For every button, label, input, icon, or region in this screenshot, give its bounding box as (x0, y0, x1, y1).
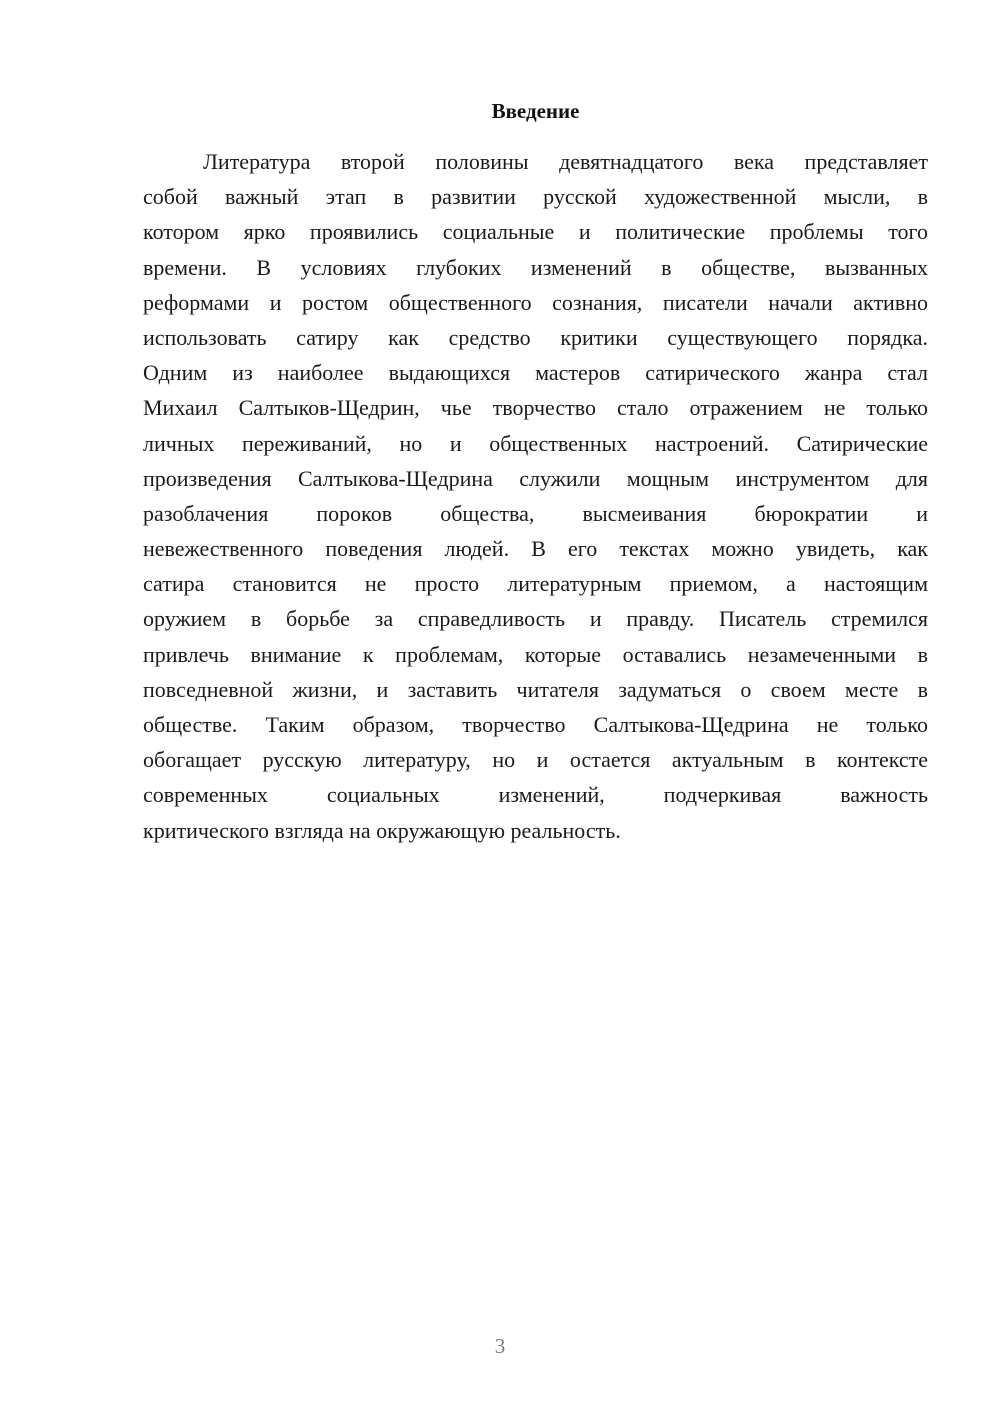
paragraph-line: критического взгляда на окружающую реальность. (143, 817, 621, 843)
paragraph-line: использовать сатиру как средство критики существующего порядка. (143, 324, 928, 350)
paragraph-line: произведения Салтыкова-Щедрина служили мощным инструментом для (143, 465, 928, 491)
paragraph-line: обогащает русскую литературу, но и остается актуальным в контексте (143, 747, 928, 773)
paragraph-line: современных социальных изменений, подчеркивая важность (143, 782, 928, 808)
paragraph-line: Михаил Салтыков-Щедрин, чье творчество стало отражением не только (143, 395, 928, 421)
intro-paragraph (143, 144, 928, 848)
paragraph-line: оружием в борьбе за справедливость и правду. Писатель стремился (143, 606, 928, 632)
paragraph-line: котором ярко проявились социальные и политические проблемы того (143, 219, 928, 245)
paragraph-line: привлечь внимание к проблемам, которые оставались незамеченными в (143, 641, 928, 667)
section-heading: Введение (491, 99, 580, 123)
paragraph-line: повседневной жизни, и заставить читателя задуматься о своем месте в (143, 676, 928, 702)
page-number: 3 (494, 1334, 506, 1358)
paragraph-line: собой важный этап в развитии русской художественной мысли, в (143, 184, 928, 210)
paragraph-line: обществе. Таким образом, творчество Салтыкова-Щедрина не только (143, 712, 928, 737)
paragraph-line: разоблачения пороков общества, высмеивания бюрократии и (143, 500, 928, 526)
paragraph-line: Литература второй половины девятнадцатого века представляет (203, 149, 928, 174)
paragraph-line: личных переживаний, но и общественных настроений. Сатирические (143, 430, 928, 456)
paragraph-line: невежественного поведения людей. В его текстах можно увидеть, как (143, 536, 928, 562)
paragraph-line: сатира становится не просто литературным приемом, а настоящим (143, 571, 928, 597)
paragraph-line: Одним из наиболее выдающихся мастеров сатирического жанра стал (143, 360, 928, 386)
paragraph-line: реформами и ростом общественного сознания, писатели начали активно (143, 289, 928, 315)
paragraph-line: времени. В условиях глубоких изменений в обществе, вызванных (143, 254, 928, 280)
